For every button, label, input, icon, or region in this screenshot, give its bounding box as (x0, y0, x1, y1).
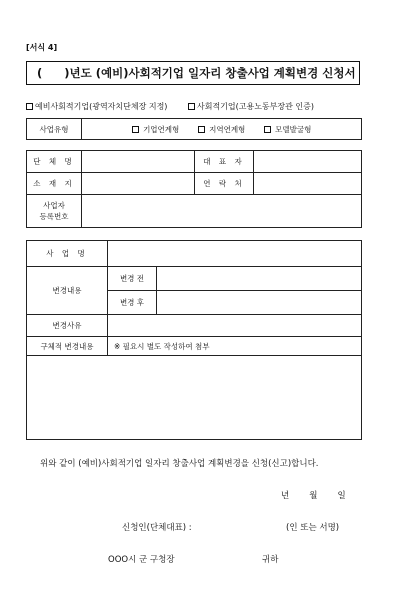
enterprise-type-prelim[interactable] (26, 101, 167, 112)
month-label: 월 (309, 491, 318, 501)
org-name-label: 단 체 명 (27, 151, 82, 173)
enterprise-type-certified[interactable] (188, 101, 314, 112)
after-change-field[interactable] (157, 291, 362, 315)
year-label: 년 (281, 491, 290, 501)
organization-info-table (26, 150, 362, 228)
representative-label: 대 표 자 (195, 151, 254, 173)
before-change-label: 변경 전 (108, 267, 157, 291)
detailed-change-label: 구체적 변경내용 (27, 337, 108, 356)
org-name-field[interactable] (82, 151, 195, 173)
applicant-label: 신청인(단체대표) : (122, 523, 192, 533)
day-label: 일 (337, 491, 346, 501)
title-text: )년도 (예비)사회적기업 일자리 창출사업 계획변경 신청서 (64, 66, 356, 80)
certified-social-enterprise-label: 사회적기업(고용노동부장관 인증) (196, 102, 314, 111)
representative-field[interactable] (254, 151, 362, 173)
model-discovery-label: 모델발굴형 (275, 124, 312, 134)
signature-label: (인 또는 서명) (286, 523, 340, 533)
contact-label: 연 락 처 (195, 173, 254, 195)
option-region-linked[interactable] (198, 124, 246, 135)
detailed-change-note: ※ 필요시 별도 작성하여 첨부 (108, 337, 362, 356)
biz-reg-label-line1: 사업자 (43, 201, 65, 210)
address-label: 소 재 지 (27, 173, 82, 195)
title-year-open: ( (37, 66, 43, 80)
change-info-table (26, 240, 362, 440)
region-linked-label: 지역연계형 (209, 124, 246, 134)
date-line (281, 489, 366, 501)
prelim-social-enterprise-label: 예비사회적기업(광역자치단체장 지정) (35, 102, 168, 111)
change-content-label: 변경내용 (27, 267, 108, 315)
checkbox-certified-social-enterprise[interactable] (188, 103, 195, 110)
change-reason-label: 변경사유 (27, 315, 108, 337)
project-name-field[interactable] (108, 241, 362, 267)
business-type-options (82, 119, 362, 140)
business-type-label: 사업유형 (27, 119, 82, 140)
application-statement: 위와 같이 (예비)사회적기업 일자리 창출사업 계획변경을 신청(신고)합니다. (40, 459, 319, 469)
checkbox-prelim-social-enterprise[interactable] (26, 103, 33, 110)
biz-reg-label (27, 195, 82, 228)
before-change-field[interactable] (157, 267, 362, 291)
corporate-linked-label: 기업연계형 (143, 124, 180, 134)
recipient: OOO시 군 구청장 (108, 555, 175, 565)
change-reason-field[interactable] (108, 315, 362, 337)
detailed-change-area[interactable] (27, 356, 362, 440)
option-model-discovery[interactable] (264, 124, 312, 135)
after-change-label: 변경 후 (108, 291, 157, 315)
biz-reg-label-line2: 등록번호 (39, 212, 69, 221)
checkbox-region-linked[interactable] (198, 126, 205, 133)
project-name-label: 사 업 명 (27, 241, 108, 267)
honorific: 귀하 (262, 555, 279, 565)
option-corporate-linked[interactable] (132, 124, 180, 135)
checkbox-corporate-linked[interactable] (132, 126, 139, 133)
biz-reg-field[interactable] (82, 195, 362, 228)
address-field[interactable] (82, 173, 195, 195)
form-title (26, 61, 360, 85)
enterprise-type-row (26, 101, 366, 112)
form-number-label: [서식 4] (26, 43, 58, 52)
checkbox-model-discovery[interactable] (264, 126, 271, 133)
business-type-table (26, 118, 362, 140)
contact-field[interactable] (254, 173, 362, 195)
